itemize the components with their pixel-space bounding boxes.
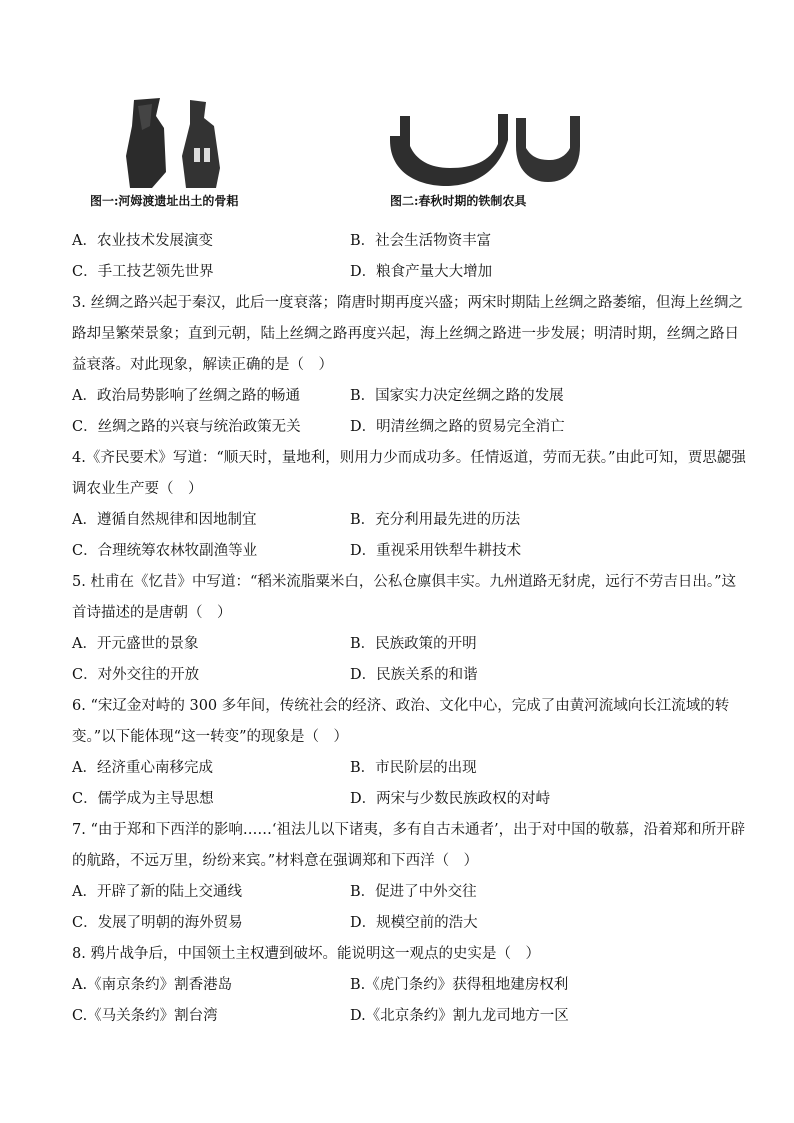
stem-line: 调农业生产要（ ） [72, 481, 203, 497]
stem-line: 变。”以下能体现“这一转变”的现象是（ ） [72, 729, 348, 745]
option-row [72, 970, 722, 1001]
option-b[interactable]: B．充分利用最先进的历法 [350, 512, 521, 528]
option-a[interactable]: A．开元盛世的景象 [72, 636, 199, 652]
option-b[interactable]: B．民族政策的开明 [350, 636, 477, 652]
option-a[interactable]: A．开辟了新的陆上交通线 [72, 884, 242, 900]
stem-line: 7. “由于郑和下西洋的影响……‘祖法儿以下诸夷，多有自古未通者’，出于对中国的敬慕，沿着郑和所开辟 [72, 822, 746, 838]
option-b[interactable]: B．国家实力决定丝绸之路的发展 [350, 388, 564, 404]
figure-iron-tools [390, 96, 620, 209]
question-3-stem [72, 288, 743, 381]
stem-line: 5. 杜甫在《忆昔》中写道：“稻米流脂粟米白，公私仓廪俱丰实。九州道路无豺虎，远行不劳吉日出。”这 [72, 574, 737, 590]
option-d[interactable]: D．重视采用铁犁牛耕技术 [350, 543, 522, 559]
stem-line: 8. 鸦片战争后，中国领土主权遭到破坏。能说明这一观点的史实是（ ） [72, 946, 540, 962]
figure-bone-spade [90, 96, 290, 209]
stem-line: 益衰落。对此现象，解读正确的是（ ） [72, 357, 333, 373]
option-a[interactable]: A．遵循自然规律和因地制宜 [72, 512, 257, 528]
stem-line: 首诗描述的是唐朝（ ） [72, 605, 232, 621]
option-d[interactable]: D.《北京条约》割九龙司地方一区 [350, 1008, 569, 1024]
stem-line: 4.《齐民要术》写道：“顺天时，量地利，则用力少而成功多。任情返道，劳而无获。”由此可知，贾思勰强 [72, 450, 746, 466]
question-5-stem [72, 567, 737, 629]
stem-line: 6. “宋辽金对峙的 300 多年间，传统社会的经济、政治、文化中心，完成了由黄河流域向长江流域的转 [72, 698, 730, 714]
question-6-stem [72, 691, 730, 753]
questions [72, 226, 746, 1032]
figure-1-caption: 图一:河姆渡遗址出土的骨耜 [90, 194, 239, 208]
stem-line: 3. 丝绸之路兴起于秦汉，此后一度衰落；隋唐时期再度兴盛；两宋时期陆上丝绸之路萎缩，但海上丝绸之 [72, 295, 743, 311]
option-c[interactable]: C．对外交往的开放 [72, 667, 200, 683]
option-row [72, 505, 722, 536]
question-4-stem [72, 443, 746, 505]
iron-tools-image [390, 96, 620, 190]
option-row [72, 257, 722, 288]
option-d[interactable]: D．民族关系的和谐 [350, 667, 478, 683]
option-row [72, 784, 722, 815]
option-row [72, 753, 722, 784]
question-8-stem [72, 939, 722, 970]
figure-2-caption: 图二:春秋时期的铁制农具 [390, 194, 527, 208]
option-a[interactable]: A．经济重心南移完成 [72, 760, 213, 776]
option-row [72, 536, 722, 567]
option-c[interactable]: C．儒学成为主导思想 [72, 791, 214, 807]
option-row [72, 877, 722, 908]
option-c[interactable]: C．发展了明朝的海外贸易 [72, 915, 243, 931]
figure-area [90, 96, 710, 216]
option-a[interactable]: A．农业技术发展演变 [72, 233, 213, 249]
option-d[interactable]: D．两宋与少数民族政权的对峙 [350, 791, 551, 807]
stem-line: 的航路，不远万里，纷纷来宾。”材料意在强调郑和下西洋（ ） [72, 853, 479, 869]
option-c[interactable]: C．手工技艺领先世界 [72, 264, 214, 280]
stem-line: 路却呈繁荣景象；直到元朝，陆上丝绸之路再度兴起，海上丝绸之路进一步发展；明清时期，丝绸之路日 [72, 326, 739, 342]
option-d[interactable]: D．明清丝绸之路的贸易完全消亡 [350, 419, 565, 435]
option-c[interactable]: C．合理统筹农林牧副渔等业 [72, 543, 258, 559]
option-row [72, 226, 722, 257]
option-b[interactable]: B．社会生活物资丰富 [350, 233, 492, 249]
option-row [72, 629, 722, 660]
bone-spade-image [90, 96, 290, 190]
option-row [72, 1001, 722, 1032]
option-b[interactable]: B．促进了中外交往 [350, 884, 477, 900]
option-row [72, 412, 722, 443]
option-row [72, 381, 722, 412]
option-d[interactable]: D．规模空前的浩大 [350, 915, 478, 931]
option-b[interactable]: B．市民阶层的出现 [350, 760, 477, 776]
option-row [72, 908, 722, 939]
option-a[interactable]: A.《南京条约》割香港岛 [72, 977, 233, 993]
option-row [72, 660, 722, 691]
question-7-stem [72, 815, 746, 877]
option-c[interactable]: C．丝绸之路的兴衰与统治政策无关 [72, 419, 301, 435]
option-d[interactable]: D．粮食产量大大增加 [350, 264, 493, 280]
option-b[interactable]: B.《虎门条约》获得租地建房权利 [350, 977, 569, 993]
option-c[interactable]: C.《马关条约》割台湾 [72, 1008, 218, 1024]
option-a[interactable]: A．政治局势影响了丝绸之路的畅通 [72, 388, 300, 404]
